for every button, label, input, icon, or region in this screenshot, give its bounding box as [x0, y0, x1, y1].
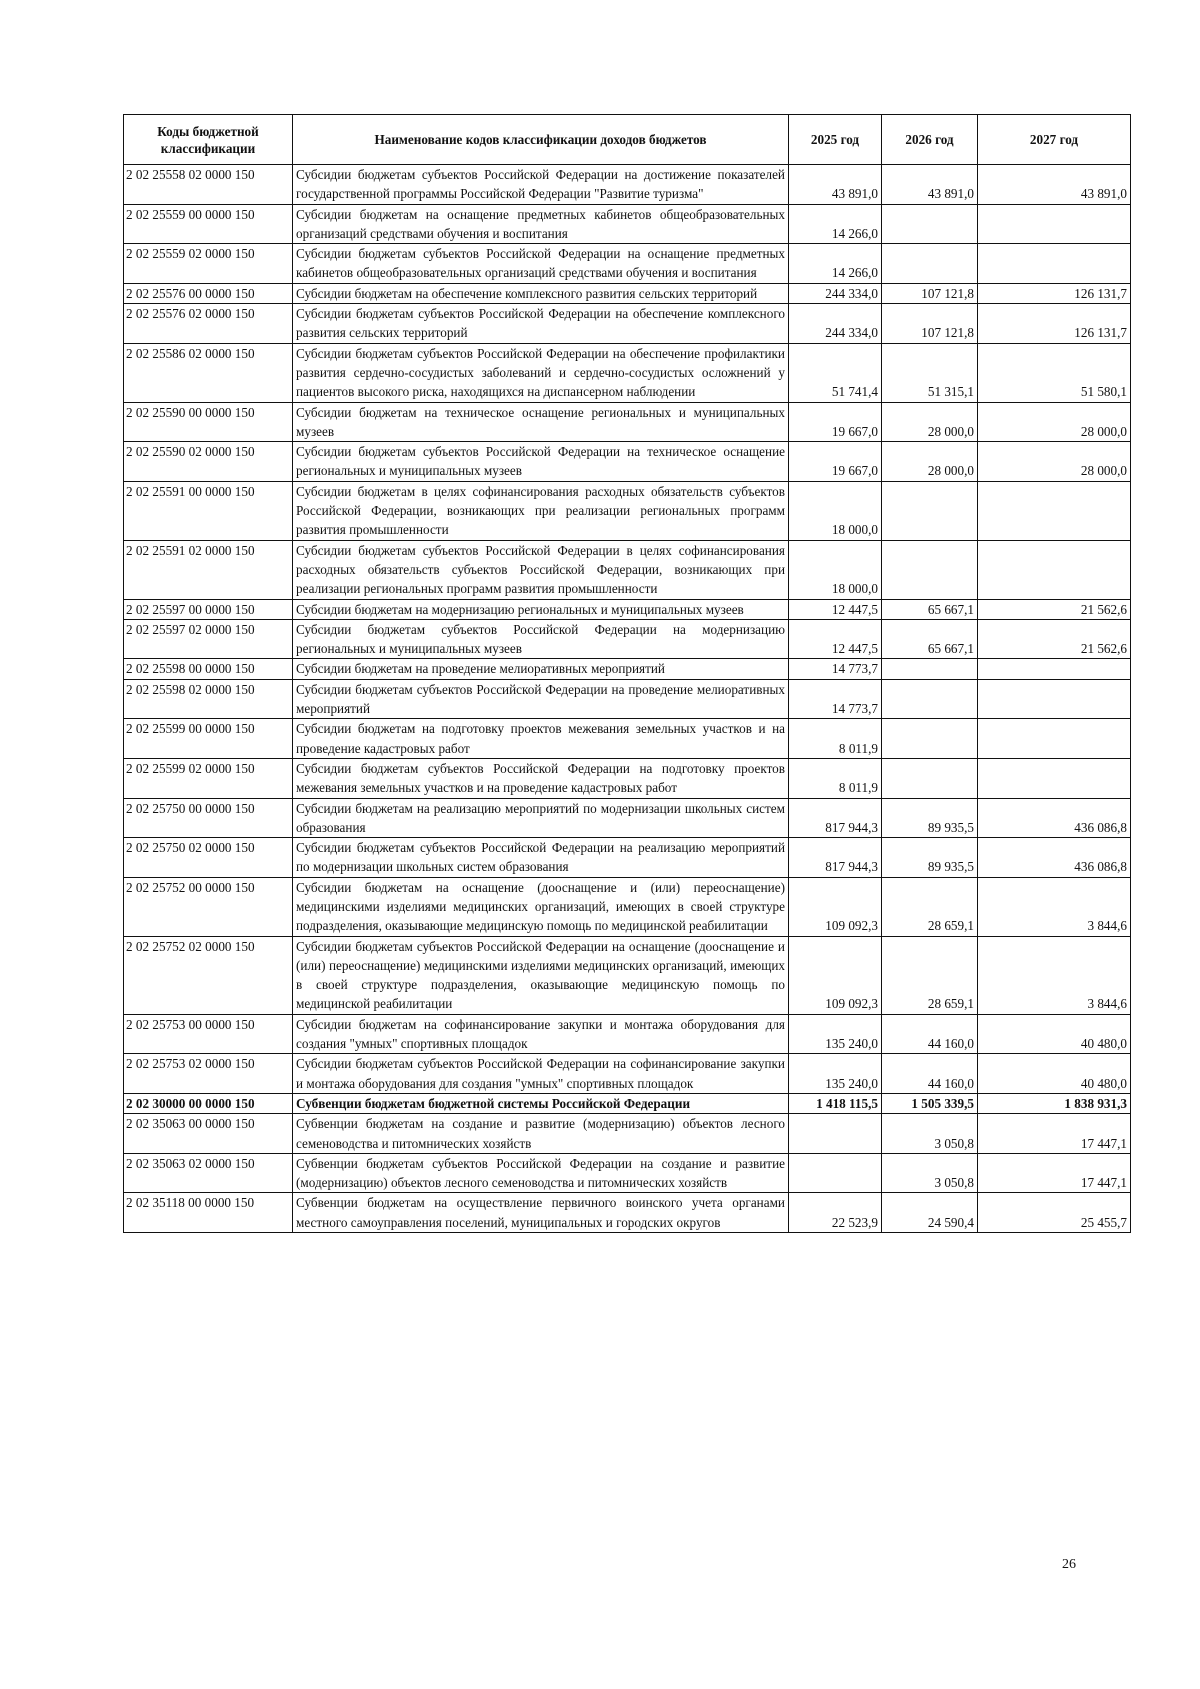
value-2026-cell: 89 935,5 [882, 838, 978, 878]
code-cell: 2 02 25559 02 0000 150 [124, 244, 293, 284]
name-cell: Субсидии бюджетам на обеспечение комплексного развития сельских территорий [293, 283, 789, 303]
value-2026-cell: 3 050,8 [882, 1114, 978, 1154]
name-cell: Субвенции бюджетам бюджетной системы Российской Федерации [293, 1093, 789, 1113]
value-2025-cell: 244 334,0 [789, 304, 882, 344]
table-row [124, 1054, 1131, 1094]
value-2026-cell [882, 204, 978, 244]
header-code: Коды бюджетной классификации [124, 115, 293, 165]
code-cell: 2 02 25558 02 0000 150 [124, 165, 293, 205]
code-cell: 2 02 25750 00 0000 150 [124, 798, 293, 838]
value-2027-cell: 17 447,1 [978, 1153, 1131, 1193]
name-cell: Субвенции бюджетам на создание и развитие (модернизацию) объектов лесного семеноводства и питомнических хозяйств [293, 1114, 789, 1154]
header-2025: 2025 год [789, 115, 882, 165]
value-2027-cell: 40 480,0 [978, 1054, 1131, 1094]
name-cell: Субсидии бюджетам субъектов Российской Федерации на модернизацию региональных и муниципальных музеев [293, 619, 789, 659]
value-2025-cell: 18 000,0 [789, 481, 882, 540]
value-2025-cell [789, 1153, 882, 1193]
name-cell: Субсидии бюджетам на техническое оснащение региональных и муниципальных музеев [293, 402, 789, 442]
value-2025-cell: 8 011,9 [789, 719, 882, 759]
value-2027-cell: 40 480,0 [978, 1014, 1131, 1054]
value-2025-cell: 19 667,0 [789, 402, 882, 442]
value-2027-cell: 3 844,6 [978, 877, 1131, 936]
value-2025-cell: 14 773,7 [789, 679, 882, 719]
value-2026-cell [882, 659, 978, 679]
name-cell: Субсидии бюджетам субъектов Российской Федерации на оснащение предметных кабинетов общеобразовательных организаций средствами обучения и воспитания [293, 244, 789, 284]
table-row [124, 599, 1131, 619]
name-cell: Субсидии бюджетам на софинансирование закупки и монтажа оборудования для создания "умных" спортивных площадок [293, 1014, 789, 1054]
table-row [124, 1014, 1131, 1054]
value-2026-cell: 51 315,1 [882, 343, 978, 402]
name-cell: Субвенции бюджетам субъектов Российской Федерации на создание и развитие (модернизацию) объектов лесного семеноводства и питомнических хозяйств [293, 1153, 789, 1193]
code-cell: 2 02 25590 02 0000 150 [124, 442, 293, 482]
value-2027-cell: 3 844,6 [978, 936, 1131, 1014]
value-2025-cell: 22 523,9 [789, 1193, 882, 1233]
name-cell: Субсидии бюджетам субъектов Российской Федерации на реализацию мероприятий по модернизации школьных систем образования [293, 838, 789, 878]
table-row [124, 204, 1131, 244]
table-row [124, 165, 1131, 205]
table-row [124, 343, 1131, 402]
table-row [124, 838, 1131, 878]
table-row [124, 304, 1131, 344]
name-cell: Субсидии бюджетам субъектов Российской Федерации на проведение мелиоративных мероприятий [293, 679, 789, 719]
value-2026-cell [882, 540, 978, 599]
table-row [124, 619, 1131, 659]
value-2027-cell [978, 758, 1131, 798]
name-cell: Субсидии бюджетам субъектов Российской Федерации на обеспечение профилактики развития сердечно-сосудистых заболеваний и сердечно-сосудистых осложнений у пациентов высокого риска, находящихся на диспансерном наблюдении [293, 343, 789, 402]
value-2025-cell: 12 447,5 [789, 599, 882, 619]
code-cell: 2 02 25576 00 0000 150 [124, 283, 293, 303]
code-cell: 2 02 25559 00 0000 150 [124, 204, 293, 244]
table-row [124, 798, 1131, 838]
name-cell: Субсидии бюджетам на оснащение предметных кабинетов общеобразовательных организаций средствами обучения и воспитания [293, 204, 789, 244]
table-row [124, 481, 1131, 540]
value-2025-cell: 14 266,0 [789, 204, 882, 244]
code-cell: 2 02 25586 02 0000 150 [124, 343, 293, 402]
value-2026-cell: 1 505 339,5 [882, 1093, 978, 1113]
code-cell: 2 02 25590 00 0000 150 [124, 402, 293, 442]
table-row [124, 679, 1131, 719]
value-2026-cell: 28 000,0 [882, 442, 978, 482]
table-row [124, 283, 1131, 303]
name-cell: Субсидии бюджетам субъектов Российской Федерации в целях софинансирования расходных обязательств субъектов Российской Федерации, возникающих при реализации региональных программ развития промышленности [293, 540, 789, 599]
table-row [124, 540, 1131, 599]
value-2026-cell: 107 121,8 [882, 283, 978, 303]
table-row [124, 1193, 1131, 1233]
value-2027-cell [978, 481, 1131, 540]
table-row [124, 758, 1131, 798]
code-cell: 2 02 25598 02 0000 150 [124, 679, 293, 719]
code-cell: 2 02 25752 02 0000 150 [124, 936, 293, 1014]
page-number: 26 [1062, 1557, 1076, 1572]
value-2026-cell [882, 244, 978, 284]
header-2027: 2027 год [978, 115, 1131, 165]
value-2027-cell [978, 659, 1131, 679]
value-2026-cell [882, 719, 978, 759]
value-2026-cell: 107 121,8 [882, 304, 978, 344]
value-2027-cell [978, 719, 1131, 759]
value-2026-cell: 65 667,1 [882, 619, 978, 659]
value-2026-cell [882, 758, 978, 798]
value-2027-cell [978, 679, 1131, 719]
value-2025-cell: 18 000,0 [789, 540, 882, 599]
value-2025-cell: 51 741,4 [789, 343, 882, 402]
value-2026-cell: 28 000,0 [882, 402, 978, 442]
value-2025-cell: 135 240,0 [789, 1054, 882, 1094]
code-cell: 2 02 25597 02 0000 150 [124, 619, 293, 659]
name-cell: Субсидии бюджетам на модернизацию региональных и муниципальных музеев [293, 599, 789, 619]
table-row [124, 1153, 1131, 1193]
table-row [124, 936, 1131, 1014]
name-cell: Субсидии бюджетам субъектов Российской Федерации на техническое оснащение региональных и муниципальных музеев [293, 442, 789, 482]
table-row [124, 719, 1131, 759]
value-2027-cell: 126 131,7 [978, 283, 1131, 303]
value-2026-cell [882, 481, 978, 540]
value-2025-cell: 817 944,3 [789, 798, 882, 838]
value-2026-cell: 24 590,4 [882, 1193, 978, 1233]
value-2025-cell: 43 891,0 [789, 165, 882, 205]
name-cell: Субсидии бюджетам на оснащение (дооснащение и (или) переоснащение) медицинскими изделиями медицинских организаций, имеющих в своей структуре подразделения, оказывающие медицинскую помощь по медицинской реабилитации [293, 877, 789, 936]
header-2026: 2026 год [882, 115, 978, 165]
value-2026-cell: 43 891,0 [882, 165, 978, 205]
name-cell: Субвенции бюджетам на осуществление первичного воинского учета органами местного самоуправления поселений, муниципальных и городских округов [293, 1193, 789, 1233]
value-2027-cell: 1 838 931,3 [978, 1093, 1131, 1113]
value-2025-cell: 109 092,3 [789, 936, 882, 1014]
table-row [124, 877, 1131, 936]
code-cell: 2 02 35118 00 0000 150 [124, 1193, 293, 1233]
code-cell: 2 02 25753 00 0000 150 [124, 1014, 293, 1054]
code-cell: 2 02 25599 00 0000 150 [124, 719, 293, 759]
code-cell: 2 02 25753 02 0000 150 [124, 1054, 293, 1094]
table-row [124, 659, 1131, 679]
code-cell: 2 02 35063 00 0000 150 [124, 1114, 293, 1154]
value-2027-cell: 51 580,1 [978, 343, 1131, 402]
code-cell: 2 02 25591 00 0000 150 [124, 481, 293, 540]
value-2027-cell: 28 000,0 [978, 402, 1131, 442]
code-cell: 2 02 25597 00 0000 150 [124, 599, 293, 619]
value-2026-cell: 89 935,5 [882, 798, 978, 838]
name-cell: Субсидии бюджетам субъектов Российской Федерации на оснащение (дооснащение и (или) переоснащение) медицинскими изделиями медицинских организаций, имеющих в своей структуре подразделения, оказывающие медицинскую помощь по медицинской реабилитации [293, 936, 789, 1014]
code-cell: 2 02 25750 02 0000 150 [124, 838, 293, 878]
value-2027-cell [978, 540, 1131, 599]
value-2026-cell: 3 050,8 [882, 1153, 978, 1193]
code-cell: 2 02 30000 00 0000 150 [124, 1093, 293, 1113]
value-2027-cell [978, 204, 1131, 244]
value-2027-cell: 21 562,6 [978, 599, 1131, 619]
value-2025-cell: 817 944,3 [789, 838, 882, 878]
value-2025-cell: 109 092,3 [789, 877, 882, 936]
value-2025-cell: 19 667,0 [789, 442, 882, 482]
code-cell: 2 02 25599 02 0000 150 [124, 758, 293, 798]
value-2025-cell: 135 240,0 [789, 1014, 882, 1054]
value-2025-cell: 244 334,0 [789, 283, 882, 303]
value-2025-cell: 12 447,5 [789, 619, 882, 659]
name-cell: Субсидии бюджетам на подготовку проектов межевания земельных участков и на проведение кадастровых работ [293, 719, 789, 759]
table-row [124, 1093, 1131, 1113]
value-2027-cell: 436 086,8 [978, 798, 1131, 838]
name-cell: Субсидии бюджетам на проведение мелиоративных мероприятий [293, 659, 789, 679]
value-2025-cell: 14 773,7 [789, 659, 882, 679]
value-2026-cell [882, 679, 978, 719]
value-2025-cell [789, 1114, 882, 1154]
value-2025-cell: 8 011,9 [789, 758, 882, 798]
code-cell: 2 02 25752 00 0000 150 [124, 877, 293, 936]
value-2027-cell: 25 455,7 [978, 1193, 1131, 1233]
name-cell: Субсидии бюджетам субъектов Российской Федерации на обеспечение комплексного развития сельских территорий [293, 304, 789, 344]
value-2027-cell [978, 244, 1131, 284]
value-2026-cell: 44 160,0 [882, 1014, 978, 1054]
code-cell: 2 02 25591 02 0000 150 [124, 540, 293, 599]
value-2026-cell: 44 160,0 [882, 1054, 978, 1094]
name-cell: Субсидии бюджетам субъектов Российской Федерации на подготовку проектов межевания земельных участков и на проведение кадастровых работ [293, 758, 789, 798]
code-cell: 2 02 35063 02 0000 150 [124, 1153, 293, 1193]
value-2027-cell: 436 086,8 [978, 838, 1131, 878]
budget-revenue-table [123, 114, 1131, 1233]
value-2027-cell: 28 000,0 [978, 442, 1131, 482]
name-cell: Субсидии бюджетам субъектов Российской Федерации на софинансирование закупки и монтажа оборудования для создания "умных" спортивных площадок [293, 1054, 789, 1094]
header-row [124, 115, 1131, 165]
code-cell: 2 02 25598 00 0000 150 [124, 659, 293, 679]
name-cell: Субсидии бюджетам субъектов Российской Федерации на достижение показателей государственной программы Российской Федерации "Развитие туризма" [293, 165, 789, 205]
table-row [124, 442, 1131, 482]
table-row [124, 402, 1131, 442]
value-2027-cell: 17 447,1 [978, 1114, 1131, 1154]
value-2025-cell: 1 418 115,5 [789, 1093, 882, 1113]
value-2026-cell: 65 667,1 [882, 599, 978, 619]
header-name: Наименование кодов классификации доходов бюджетов [293, 115, 789, 165]
code-cell: 2 02 25576 02 0000 150 [124, 304, 293, 344]
table-body [124, 165, 1131, 1233]
value-2027-cell: 126 131,7 [978, 304, 1131, 344]
table-row [124, 1114, 1131, 1154]
name-cell: Субсидии бюджетам на реализацию мероприятий по модернизации школьных систем образования [293, 798, 789, 838]
table-row [124, 244, 1131, 284]
value-2027-cell: 21 562,6 [978, 619, 1131, 659]
value-2026-cell: 28 659,1 [882, 877, 978, 936]
value-2025-cell: 14 266,0 [789, 244, 882, 284]
name-cell: Субсидии бюджетам в целях софинансирования расходных обязательств субъектов Российской Федерации, возникающих при реализации региональных программ развития промышленности [293, 481, 789, 540]
value-2026-cell: 28 659,1 [882, 936, 978, 1014]
value-2027-cell: 43 891,0 [978, 165, 1131, 205]
